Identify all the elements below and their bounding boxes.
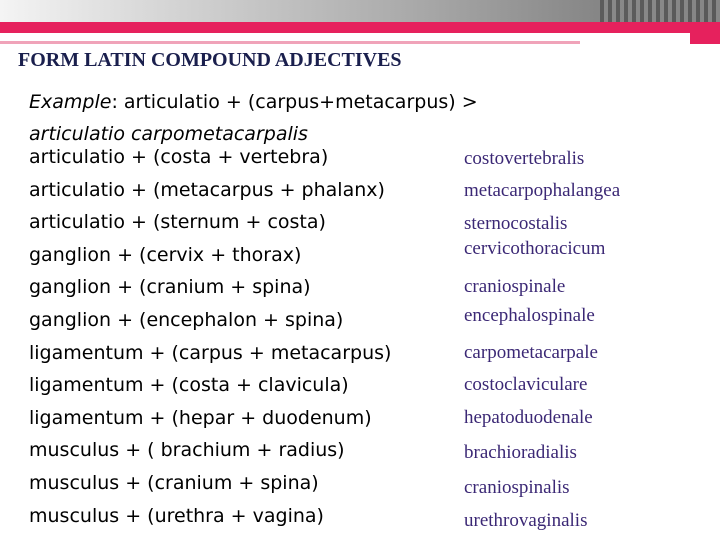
adjective-text: craniospinalis bbox=[464, 476, 570, 498]
adjective-text: encephalospinale bbox=[464, 304, 595, 326]
list-item bbox=[29, 237, 709, 277]
slide-title: FORM LATIN COMPOUND ADJECTIVES bbox=[18, 49, 402, 71]
list-item bbox=[29, 211, 709, 244]
adjective-text: brachioradialis bbox=[464, 442, 577, 464]
header-accent-underline bbox=[0, 41, 580, 44]
list-item bbox=[29, 505, 709, 538]
example-block bbox=[29, 86, 589, 150]
phrase-text: ligamentum + (carpus + metacarpus) bbox=[29, 341, 392, 364]
phrase-text: ligamentum + (costa + clavicula) bbox=[29, 374, 349, 397]
list-item bbox=[29, 374, 709, 407]
phrase-text: articulatio + (metacarpus + phalanx) bbox=[29, 178, 385, 201]
list-item bbox=[29, 342, 709, 375]
header-stripes bbox=[600, 0, 720, 22]
phrase-text: musculus + ( brachium + radius) bbox=[29, 439, 345, 462]
phrase-text: ganglion + (cranium + spina) bbox=[29, 276, 311, 299]
adjective-text: carpometacarpale bbox=[464, 341, 598, 363]
adjective-text: cervicothoracicum bbox=[464, 237, 606, 259]
phrase-text: ligamentum + (hepar + duodenum) bbox=[29, 406, 372, 429]
list-item bbox=[29, 146, 709, 179]
adjective-text: craniospinale bbox=[464, 276, 566, 298]
example-label: Example bbox=[29, 91, 112, 113]
example-result: articulatio carpometacarpalis bbox=[29, 123, 308, 145]
list-item bbox=[29, 407, 709, 440]
list-item bbox=[29, 439, 709, 472]
phrase-text: musculus + (urethra + vagina) bbox=[29, 504, 324, 527]
list-item bbox=[29, 179, 709, 212]
phrase-text: articulatio + (costa + vertebra) bbox=[29, 146, 329, 168]
compound-list bbox=[29, 146, 709, 537]
list-item bbox=[29, 276, 709, 309]
adjective-text: hepatoduodenale bbox=[464, 406, 593, 428]
phrase-text: articulatio + (sternum + costa) bbox=[29, 211, 326, 234]
header-accent-tab bbox=[690, 33, 720, 44]
adjective-text: costoclaviculare bbox=[464, 374, 588, 396]
adjective-text: metacarpophalangea bbox=[464, 179, 621, 201]
adjective-text: sternocostalis bbox=[464, 213, 568, 235]
example-separator: : bbox=[111, 91, 124, 113]
list-item bbox=[29, 472, 709, 505]
phrase-text: ganglion + (encephalon + spina) bbox=[29, 308, 344, 331]
list-item bbox=[29, 304, 709, 342]
adjective-text: urethrovaginalis bbox=[464, 509, 588, 531]
phrase-text: musculus + (cranium + spina) bbox=[29, 471, 319, 494]
example-text: articulatio + (carpus+metacarpus) > bbox=[123, 91, 478, 113]
phrase-text: ganglion + (cervix + thorax) bbox=[29, 243, 302, 266]
header-accent-bar bbox=[0, 22, 720, 33]
adjective-text: costovertebralis bbox=[464, 148, 585, 169]
